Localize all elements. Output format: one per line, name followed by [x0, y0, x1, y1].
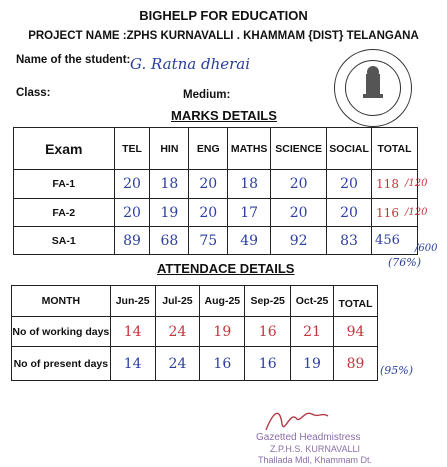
score-cell: 17 — [228, 199, 271, 227]
stamp-line-1: Gazetted Headmistress — [256, 432, 361, 443]
present-cell: 19 — [291, 347, 334, 381]
score-cell: 83 — [327, 227, 372, 255]
col-hin: HIN — [150, 128, 189, 170]
col-month: MONTH — [12, 286, 111, 317]
school-seal — [334, 49, 412, 127]
col-att-total: TOTAL — [334, 286, 378, 317]
score-cell: 75 — [189, 227, 228, 255]
col-exam: Exam — [14, 128, 115, 170]
present-total: 89 — [334, 347, 378, 381]
attendance-header-row — [12, 286, 378, 317]
col-eng: ENG — [189, 128, 228, 170]
exam-label: FA-1 — [14, 170, 115, 199]
working-cell: 19 — [200, 317, 245, 347]
marks-table — [13, 127, 418, 255]
present-cell: 16 — [200, 347, 245, 381]
present-cell: 14 — [110, 347, 155, 381]
class-label: Class: — [16, 87, 51, 99]
exam-label: SA-1 — [14, 227, 115, 255]
present-days-label: No of present days — [12, 347, 111, 381]
score-cell: 20 — [189, 199, 228, 227]
marks-heading: MARKS DETAILS — [171, 108, 277, 123]
score-cell: 49 — [228, 227, 271, 255]
score-cell: 20 — [114, 199, 150, 227]
attendance-percentage: (95%) — [380, 364, 414, 377]
score-cell: 19 — [150, 199, 189, 227]
marks-percentage: (76%) — [388, 256, 422, 269]
total-cell: 118 — [372, 170, 418, 199]
total-cell: 456 — [372, 227, 418, 255]
marks-row — [14, 199, 418, 227]
working-total: 94 — [334, 317, 378, 347]
score-cell: 20 — [271, 199, 327, 227]
col-month-5: Oct-25 — [291, 286, 334, 317]
working-cell: 24 — [155, 317, 200, 347]
score-cell: 68 — [150, 227, 189, 255]
score-cell: 18 — [150, 170, 189, 199]
working-cell: 14 — [110, 317, 155, 347]
attendance-table — [11, 285, 378, 381]
present-days-row — [12, 347, 378, 381]
col-total: TOTAL — [372, 128, 418, 170]
out-of-sa1: /600 — [415, 243, 438, 254]
score-cell: 89 — [114, 227, 150, 255]
out-of-fa2: /120 — [405, 207, 428, 218]
present-cell: 16 — [245, 347, 291, 381]
col-science: SCIENCE — [271, 128, 327, 170]
student-name-value: G. Ratna dherai — [130, 55, 251, 73]
marks-row — [14, 227, 418, 255]
total-cell: 116 — [372, 199, 418, 227]
student-name-label: Name of the student: — [16, 54, 131, 66]
col-tel: TEL — [114, 128, 150, 170]
out-of-fa1: /120 — [405, 178, 428, 189]
score-cell: 92 — [271, 227, 327, 255]
attendance-heading: ATTENDACE DETAILS — [157, 261, 295, 276]
score-cell: 20 — [327, 199, 372, 227]
stamp-line-3: Thallada Mdl, Khammam Dt. — [258, 455, 373, 465]
working-days-label: No of working days — [12, 317, 111, 347]
marks-row — [14, 170, 418, 199]
score-cell: 20 — [327, 170, 372, 199]
score-cell: 20 — [114, 170, 150, 199]
medium-label: Medium: — [183, 89, 231, 101]
score-cell: 20 — [189, 170, 228, 199]
col-month-1: Jun-25 — [110, 286, 155, 317]
project-name: PROJECT NAME :ZPHS KURNAVALLI . KHAMMAM {DIST} TELANGANA — [28, 30, 419, 42]
present-cell: 24 — [155, 347, 200, 381]
exam-label: FA-2 — [14, 199, 115, 227]
col-month-3: Aug-25 — [200, 286, 245, 317]
working-days-row — [12, 317, 378, 347]
marks-header-row — [14, 128, 418, 170]
stamp-line-2: Z.P.H.S. KURNAVALLI — [270, 444, 361, 454]
working-cell: 16 — [245, 317, 291, 347]
score-cell: 20 — [271, 170, 327, 199]
working-cell: 21 — [291, 317, 334, 347]
score-cell: 18 — [228, 170, 271, 199]
col-month-2: Jul-25 — [155, 286, 200, 317]
col-maths: MATHS — [228, 128, 271, 170]
document-title: BIGHELP FOR EDUCATION — [139, 8, 308, 23]
col-social: SOCIAL — [327, 128, 372, 170]
col-month-4: Sep-25 — [245, 286, 291, 317]
emblem-icon — [335, 50, 411, 126]
